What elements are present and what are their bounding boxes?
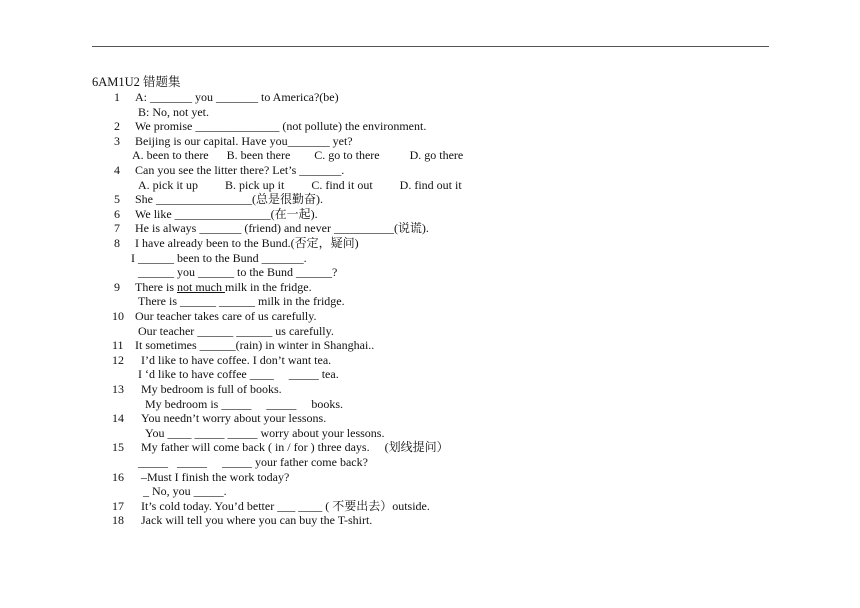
question-text: Beijing is our capital. Have you_______ yet? bbox=[135, 133, 353, 148]
question-text: I have already been to the Bund.(否定，疑问) bbox=[135, 236, 359, 250]
question-text: It’s cold today. You’d better ___ ____ ( 不要出去）outside. bbox=[141, 498, 430, 513]
question-number: 18 bbox=[112, 513, 124, 528]
question-text: _____ _____ _____ your father come back? bbox=[138, 455, 368, 469]
question-text: It sometimes ______(rain) in winter in Shanghai.. bbox=[135, 338, 375, 353]
question-number: 10 bbox=[112, 309, 124, 323]
question-number: 13 bbox=[112, 382, 124, 396]
question-text: A. pick it up B. pick up it C. find it out D. find out it bbox=[138, 177, 462, 192]
question-number: 9 bbox=[114, 279, 120, 294]
question-text: A. been to there B. been there C. go to there D. go there bbox=[132, 148, 464, 163]
question-text: Can you see the litter there? Let’s _______. bbox=[135, 163, 345, 177]
question-text: There is ______ ______ milk in the fridge. bbox=[138, 294, 345, 309]
question-text bbox=[135, 280, 312, 295]
text-segment: There is bbox=[135, 279, 177, 294]
question-text: –Must I finish the work today? bbox=[141, 469, 290, 484]
question-text: _ No, you _____. bbox=[143, 484, 227, 499]
question-text: A: _______ you _______ to America?(be) bbox=[135, 90, 339, 104]
question-text: My bedroom is _____ _____ books. bbox=[145, 396, 343, 411]
question-text: Jack will tell you where you can buy the T-shirt. bbox=[141, 513, 373, 528]
question-text: I ______ been to the Bund _______. bbox=[131, 250, 307, 265]
question-number: 4 bbox=[114, 163, 120, 177]
question-text: Our teacher ______ ______ us carefully. bbox=[138, 323, 334, 338]
question-text: Our teacher takes care of us carefully. bbox=[135, 309, 317, 323]
question-number: 5 bbox=[114, 192, 120, 207]
question-text: We like ________________(在一起). bbox=[135, 206, 318, 221]
question-number: 6 bbox=[114, 206, 120, 221]
question-text: My father will come back ( in / for ) three days. (划线提问） bbox=[141, 440, 449, 455]
question-text: You ____ _____ _____ worry about your lessons. bbox=[145, 425, 385, 440]
question-number: 1 bbox=[114, 90, 120, 104]
question-text: I’d like to have coffee. I don’t want tea. bbox=[141, 352, 332, 367]
question-text: We promise ______________ (not pollute) the environment. bbox=[135, 119, 427, 134]
question-number: 7 bbox=[114, 221, 120, 236]
underlined-phrase: not much bbox=[176, 279, 225, 294]
header-rule bbox=[92, 46, 769, 47]
question-number: 11 bbox=[112, 338, 124, 353]
question-number: 8 bbox=[114, 236, 120, 250]
text-segment: milk in the fridge. bbox=[224, 279, 312, 294]
question-text: I ‘d like to have coffee ____ _____ tea. bbox=[138, 367, 339, 382]
question-number: 16 bbox=[112, 469, 124, 484]
question-number: 14 bbox=[112, 411, 124, 426]
question-number: 2 bbox=[114, 119, 120, 134]
document-title: 6AM1U2 错题集 bbox=[92, 75, 181, 89]
question-text: ______ you ______ to the Bund ______? bbox=[138, 265, 338, 280]
question-number: 12 bbox=[112, 352, 124, 367]
question-number: 17 bbox=[112, 498, 124, 513]
question-number: 3 bbox=[114, 133, 120, 148]
question-text: My bedroom is full of books. bbox=[141, 382, 282, 396]
question-text: You needn’t worry about your lessons. bbox=[141, 411, 327, 426]
question-text: He is always _______ (friend) and never __________(说谎). bbox=[135, 221, 429, 236]
question-text: B: No, not yet. bbox=[138, 104, 209, 119]
question-text: She ________________(总是很勤奋). bbox=[135, 192, 323, 207]
question-number: 15 bbox=[112, 440, 124, 455]
